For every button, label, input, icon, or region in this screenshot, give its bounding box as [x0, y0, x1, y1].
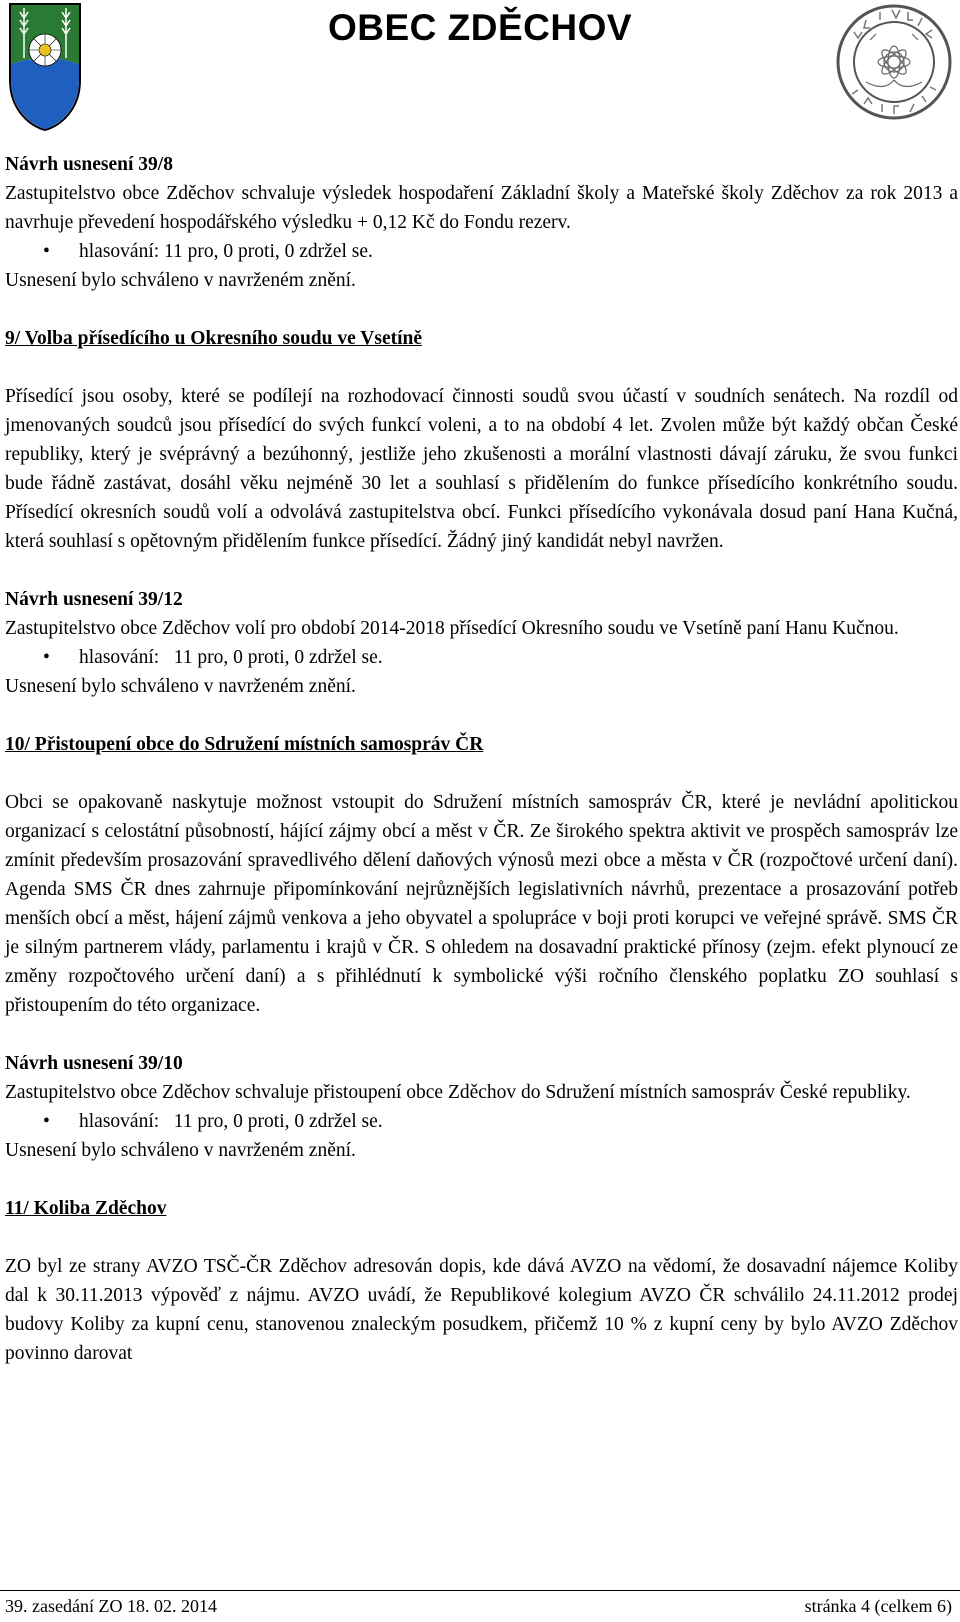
- footer-page-number: stránka 4 (celkem 6): [804, 1596, 952, 1616]
- vote-item: [5, 1107, 958, 1136]
- section-text-9: Přísedící jsou osoby, které se podílejí na rozhodovací činnosti soudů svou účastí v soudních senátech. Na rozdíl od jmenovaných soudců jsou přísedící do svých funkcí voleni, a to na období 4 let. Zvolen může být každý občan České republiky, který je svéprávný a bezúhonný, jestliže jeho zkušenosti a morální vlastnosti dávají záruku, že svou funkci bude řádně zastávat, dosáhl věku nejméně 30 let a souhlasí s přidělením do funkce přísedícího konkrétního soudu. Přísedící okresních soudů volí a odvolává zastupitelstva obcí. Funkci přísedícího vykonávala dosud paní Hana Kučná, která souhlasí s opětovným přidělením funkce přísedící. Žádný jiný kandidát nebyl navržen.: [5, 386, 958, 552]
- resolution-result: Usnesení bylo schváleno v navrženém znění.: [5, 270, 356, 291]
- section-text-10: Obci se opakovaně naskytuje možnost vstoupit do Sdružení místních samospráv ČR, které je nevládní apolitickou organizací s celostátní působností, hájící zájmy obcí a měst v ČR. Ze širokého spektra aktivit ve prospěch samospráv lze zmínit především prosazování spravedlivého dělení daňových výnosů mezi obce a města v ČR (rozpočtové určení daní). Agenda SMS ČR dnes zahrnuje připomínkování nejrůznějších legislativních návrhů, prezentace a prosazování potřeb menších obcí a měst, hájení zájmů venkova a jeho obyvatel a spolupráce v boji proti korupci ve veřejné správě. SMS ČR je silným partnerem vlády, parlamentu i krajů v ČR. S ohledem na dosavadní praktické přínosy (zejm. efekt plynoucí ze změny rozpočtového určení daní) a s přihlédnutí k symbolické výši ročního členského poplatku ZO souhlasí s přistoupením do této organizace.: [5, 792, 958, 1016]
- resolution-result: Usnesení bylo schváleno v navrženém znění.: [5, 1140, 356, 1161]
- section-text-11: ZO byl ze strany AVZO TSČ-ČR Zděchov adresován dopis, kde dává AVZO na vědomí, že dosavadní nájemce Koliby dal k 30.11.2013 výpověď z nájmu. AVZO uvádí, že Republikové kolegium AVZO ČR schválilo 24.11.2012 prodej budovy Koliby za kupní cenu, stanovenou znaleckým posudkem, přičemž 10 % z kupní ceny by bylo AVZO Zděchov povinno darovat: [5, 1256, 958, 1364]
- section-heading-10: 10/ Přistoupení obce do Sdružení místních samospráv ČR: [5, 734, 484, 755]
- resolution-text: Zastupitelstvo obce Zděchov volí pro období 2014-2018 přísedící Okresního soudu ve Vsetíně paní Hanu Kučnou.: [5, 618, 899, 639]
- seal-icon: [834, 2, 954, 122]
- resolution-title: Návrh usnesení 39/12: [5, 589, 183, 610]
- vote-text: hlasování: 11 pro, 0 proti, 0 zdržel se.: [79, 647, 383, 668]
- resolution-text: Zastupitelstvo obce Zděchov schvaluje výsledek hospodaření Základní školy a Mateřské školy Zděchov za rok 2013 a navrhuje převedení hospodářského výsledku + 0,12 Kč do Fondu rezerv.: [5, 183, 958, 233]
- bullet-icon: •: [43, 241, 50, 262]
- page-header: [0, 0, 960, 140]
- footer-meeting: 39. zasedání ZO 18. 02. 2014: [5, 1596, 217, 1616]
- vote-text: hlasování: 11 pro, 0 proti, 0 zdržel se.: [79, 241, 373, 262]
- resolution-result: Usnesení bylo schváleno v navrženém znění.: [5, 676, 356, 697]
- section-heading-9: 9/ Volba přísedícího u Okresního soudu ve Vsetíně: [5, 328, 423, 349]
- vote-text: hlasování: 11 pro, 0 proti, 0 zdržel se.: [79, 1111, 383, 1132]
- vote-item: [5, 643, 958, 672]
- resolution-title: Návrh usnesení 39/10: [5, 1053, 183, 1074]
- vote-item: [5, 237, 958, 266]
- document-body: [5, 150, 958, 1368]
- page-title: OBEC ZDĚCHOV: [327, 7, 633, 48]
- bullet-icon: •: [43, 1111, 50, 1132]
- page-footer: [0, 1590, 960, 1622]
- resolution-text: Zastupitelstvo obce Zděchov schvaluje přistoupení obce Zděchov do Sdružení místních samospráv České republiky.: [5, 1082, 911, 1103]
- resolution-title: Návrh usnesení 39/8: [5, 154, 173, 175]
- section-heading-11: 11/ Koliba Zděchov: [5, 1198, 167, 1219]
- bullet-icon: •: [43, 647, 50, 668]
